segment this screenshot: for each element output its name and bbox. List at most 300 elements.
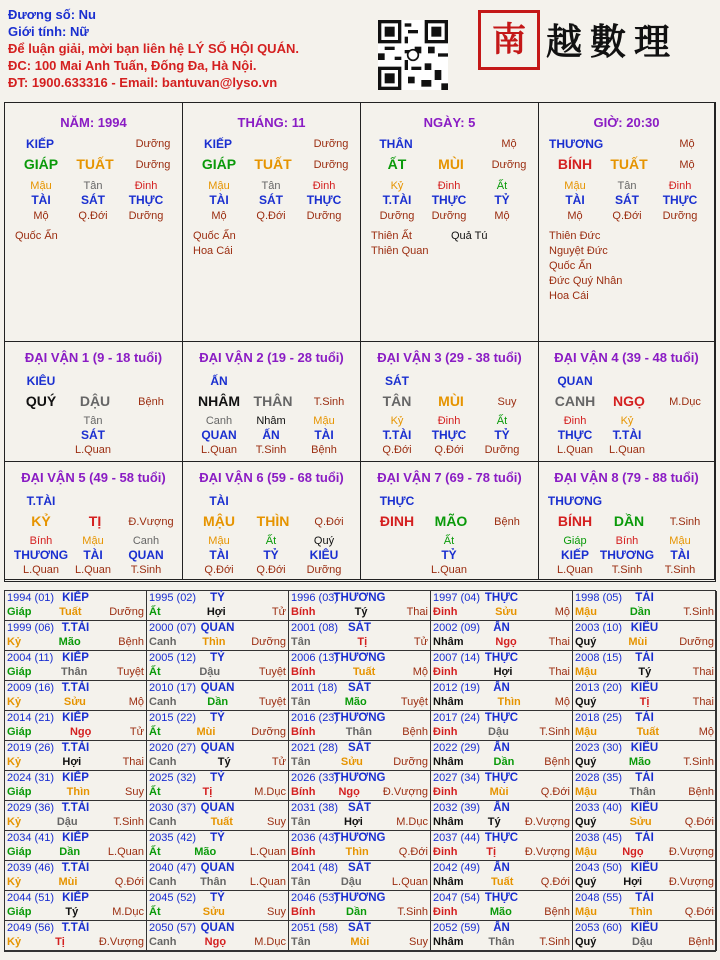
- year-cell: [5, 651, 147, 681]
- logo-seal: 南: [478, 10, 540, 70]
- year-stem: Canh: [149, 876, 177, 888]
- qr-code-icon: [378, 20, 448, 90]
- luck-ten-god: THỰC: [379, 494, 415, 508]
- year-ten-god: THỰC: [484, 652, 519, 664]
- year-cell: [573, 591, 717, 621]
- year-ten-god: T.TÀI: [61, 922, 90, 934]
- gender-label: Giới tính:: [8, 24, 67, 39]
- hidden-state: Dưỡng: [306, 210, 342, 222]
- year-stem: Đinh: [433, 846, 458, 858]
- logo-text: 越數理: [546, 21, 679, 63]
- year-cell: [289, 801, 431, 831]
- luck-hidden-stem: Kỷ: [390, 415, 404, 427]
- year-state: Mộ: [128, 696, 144, 708]
- year-branch: Dậu: [488, 726, 509, 738]
- year-branch: Tuất: [210, 816, 233, 828]
- year-cell: [431, 861, 573, 891]
- year-label: 2007 (14): [433, 652, 481, 664]
- year-branch: Thìn: [66, 786, 90, 798]
- year-state: Mộ: [412, 666, 428, 678]
- growth-state: Dưỡng: [313, 138, 349, 150]
- hidden-ten-god: TÀI: [565, 193, 585, 207]
- year-ten-god: T.TÀI: [61, 742, 90, 754]
- hidden-stem: Tân: [83, 180, 103, 192]
- year-state: Q.Đới: [114, 876, 144, 888]
- year-cell: [573, 861, 717, 891]
- luck-hidden-god: KIÊU: [309, 548, 339, 562]
- year-stem: Bính: [291, 666, 316, 678]
- luck-stem: MẬU: [203, 513, 235, 529]
- year-label: 2018 (25): [575, 712, 623, 724]
- luck-cell: [183, 462, 361, 580]
- year-stem: Mậu: [575, 786, 597, 798]
- spirit-star: Đức Quý Nhân: [549, 275, 623, 287]
- year-label: 2050 (57): [149, 922, 197, 934]
- year-state: M.Dục: [396, 816, 428, 828]
- year-branch: Mão: [489, 906, 512, 918]
- luck-cell: [539, 462, 715, 580]
- year-cell: [431, 831, 573, 861]
- year-cell: [5, 801, 147, 831]
- year-branch: Thân: [61, 666, 88, 678]
- year-ten-god: TÀI: [635, 592, 654, 604]
- year-stem: Nhâm: [433, 876, 464, 888]
- year-cell: [573, 801, 717, 831]
- hidden-state: Q.Đới: [78, 210, 108, 222]
- year-cell: [289, 741, 431, 771]
- hidden-state: Mộ: [33, 210, 49, 222]
- luck-branch: TỊ: [88, 513, 102, 529]
- luck-stem: TÂN: [382, 393, 412, 409]
- year-cell: [573, 921, 717, 951]
- year-state: Suy: [267, 906, 286, 918]
- year-ten-god: ẤN: [493, 622, 510, 634]
- luck-hidden-stem: Mậu: [313, 415, 335, 427]
- luck-hidden-state: Q.Đới: [256, 564, 286, 576]
- heavenly-stem: GIÁP: [23, 156, 59, 172]
- year-label: 1998 (05): [575, 592, 623, 604]
- year-stem: Đinh: [433, 786, 458, 798]
- luck-branch: MÃO: [434, 513, 468, 529]
- year-label: 2019 (26): [7, 742, 55, 754]
- luck-branch: NGỌ: [613, 393, 645, 409]
- year-label: 2014 (21): [7, 712, 55, 724]
- year-state: Suy: [125, 786, 144, 798]
- year-ten-god: KIÊU: [630, 682, 659, 694]
- hidden-stem: Đinh: [668, 180, 692, 192]
- pillar-title: GIỜ: 20:30: [593, 115, 660, 130]
- growth-state: Mộ: [679, 138, 695, 150]
- luck-hidden-stem: Tân: [83, 415, 103, 427]
- luck-hidden-state: T.Sinh: [611, 564, 643, 576]
- luck-hidden-stem: Quý: [313, 535, 335, 547]
- luck-ten-god: QUAN: [557, 374, 593, 388]
- hidden-ten-god: TÀI: [209, 193, 229, 207]
- year-state: Đ.Vượng: [382, 786, 428, 798]
- luck-branch: DẦN: [613, 513, 645, 529]
- year-branch: Thân: [488, 936, 515, 948]
- year-state: Tuyệt: [116, 666, 144, 678]
- luck-hidden-state: T.Sinh: [255, 444, 287, 456]
- year-label: 2032 (39): [433, 802, 481, 814]
- year-stem: Giáp: [7, 726, 32, 738]
- year-ten-god: T.TÀI: [61, 802, 90, 814]
- year-branch: Tý: [217, 756, 231, 768]
- year-label: 2028 (35): [575, 772, 623, 784]
- year-stem: Nhâm: [433, 756, 464, 768]
- year-stem: Ất: [149, 786, 161, 798]
- year-branch: Sửu: [63, 696, 86, 708]
- year-state: Tử: [271, 756, 286, 768]
- year-ten-god: SÁT: [348, 682, 371, 694]
- year-ten-god: THỰC: [484, 832, 519, 844]
- year-stem: Tân: [291, 876, 311, 888]
- luck-stem: ĐINH: [379, 513, 415, 529]
- year-label: 2034 (41): [7, 832, 55, 844]
- pillar-cell: [539, 103, 715, 342]
- year-stem: Canh: [149, 756, 177, 768]
- year-stem: Kỷ: [7, 636, 22, 648]
- luck-hidden-state: Dưỡng: [306, 564, 342, 576]
- luck-branch: THÂN: [253, 393, 293, 409]
- year-cell: [5, 771, 147, 801]
- year-branch: Hợi: [493, 666, 513, 678]
- luck-title: ĐẠI VẬN 3 (29 - 38 tuổi): [377, 350, 522, 365]
- year-stem: Quý: [575, 936, 597, 948]
- year-stem: Mậu: [575, 846, 597, 858]
- year-stem: Nhâm: [433, 936, 464, 948]
- year-label: 2041 (48): [291, 862, 339, 874]
- year-ten-god: KIẾP: [62, 592, 89, 604]
- year-state: Dưỡng: [251, 636, 286, 648]
- year-branch: Tý: [65, 906, 79, 918]
- spirit-star: Quốc Ấn: [193, 230, 236, 242]
- year-ten-god: TỶ: [210, 772, 225, 784]
- year-label: 2051 (58): [291, 922, 339, 934]
- year-branch: Mùi: [58, 876, 78, 888]
- luck-hidden-stem: Giáp: [563, 535, 587, 547]
- year-cell: [147, 861, 289, 891]
- hidden-state: Q.Đới: [612, 210, 642, 222]
- contact-line: Để luận giải, mời bạn liên hệ LÝ SỐ HỘI QUÁN.: [8, 41, 299, 56]
- year-label: 2012 (19): [433, 682, 481, 694]
- luck-ten-god: ẤN: [210, 374, 228, 388]
- year-ten-god: THƯƠNG: [333, 772, 386, 784]
- luck-branch: THÌN: [256, 513, 290, 529]
- year-state: Thai: [692, 666, 714, 678]
- year-branch: Thìn: [202, 636, 226, 648]
- year-ten-god: THƯƠNG: [333, 712, 386, 724]
- year-state: M.Dục: [254, 786, 286, 798]
- hidden-stem: Tân: [261, 180, 281, 192]
- year-state: Tuyệt: [258, 696, 286, 708]
- luck-title: ĐẠI VẬN 5 (49 - 58 tuổi): [21, 470, 166, 485]
- year-state: Bệnh: [688, 786, 714, 798]
- year-cell: [573, 741, 717, 771]
- year-cell: [289, 831, 431, 861]
- luck-ten-god: KIÊU: [26, 374, 56, 388]
- year-branch: Hợi: [343, 816, 363, 828]
- year-stem: Canh: [149, 636, 177, 648]
- year-cell: [573, 621, 717, 651]
- luck-title: ĐẠI VẬN 7 (69 - 78 tuổi): [377, 470, 522, 485]
- luck-hidden-stem: Canh: [205, 415, 233, 427]
- year-branch: Tý: [354, 606, 368, 618]
- owner-value: Nu: [78, 7, 97, 22]
- year-state: Suy: [267, 816, 286, 828]
- year-state: Dưỡng: [679, 636, 714, 648]
- hidden-state: Mộ: [567, 210, 583, 222]
- year-state: Bệnh: [544, 906, 570, 918]
- year-state: Mộ: [698, 726, 714, 738]
- luck-cell: [5, 342, 183, 462]
- year-label: 2024 (31): [7, 772, 55, 784]
- year-branch: Ngọ: [69, 726, 92, 738]
- hidden-state: Dưỡng: [128, 210, 164, 222]
- luck-hidden-god: TÀI: [83, 548, 103, 562]
- year-label: 2039 (46): [7, 862, 55, 874]
- hidden-ten-god: SÁT: [81, 193, 105, 207]
- year-state: Đ.Vượng: [524, 816, 570, 828]
- year-cell: [431, 621, 573, 651]
- hidden-ten-god: THỰC: [306, 193, 342, 207]
- year-branch: Hợi: [623, 876, 643, 888]
- year-state: Dưỡng: [393, 756, 428, 768]
- year-label: 2047 (54): [433, 892, 481, 904]
- luck-hidden-state: L.Quan: [74, 564, 112, 576]
- luck-hidden-god: THỰC: [431, 428, 467, 442]
- year-branch: Tuất: [490, 876, 514, 888]
- hidden-stem: Đinh: [134, 180, 158, 192]
- luck-state: Bệnh: [138, 396, 164, 408]
- year-branch: Mão: [628, 756, 651, 768]
- luck-hidden-god: TỶ: [441, 548, 457, 562]
- heavenly-stem: BÍNH: [557, 156, 593, 172]
- year-label: 1999 (06): [7, 622, 55, 634]
- year-label: 2044 (51): [7, 892, 55, 904]
- year-label: 2015 (22): [149, 712, 197, 724]
- year-ten-god: KIẾP: [62, 892, 89, 904]
- year-label: 2025 (32): [149, 772, 197, 784]
- year-cell: [289, 861, 431, 891]
- year-ten-god: QUAN: [200, 922, 235, 934]
- spirit-star: Quốc Ấn: [15, 230, 58, 242]
- earthly-branch: MÙI: [438, 156, 464, 172]
- year-ten-god: THỰC: [484, 712, 519, 724]
- year-stem: Canh: [149, 936, 177, 948]
- year-label: 1996 (03): [291, 592, 339, 604]
- year-label: 2026 (33): [291, 772, 339, 784]
- year-stem: Bính: [291, 786, 316, 798]
- year-label: 2016 (23): [291, 712, 339, 724]
- year-branch: Dần: [629, 606, 651, 618]
- year-branch: Sửu: [495, 606, 518, 618]
- year-label: 2013 (20): [575, 682, 623, 694]
- year-state: L.Quan: [107, 846, 144, 858]
- year-branch: Mão: [58, 636, 81, 648]
- year-ten-god: KIÊU: [630, 622, 659, 634]
- luck-hidden-stem: Kỷ: [620, 415, 634, 427]
- year-state: L.Quan: [249, 876, 286, 888]
- branch-state: Dưỡng: [313, 159, 349, 171]
- year-cell: [5, 861, 147, 891]
- year-cell: [431, 891, 573, 921]
- year-stem: Kỷ: [7, 696, 22, 708]
- year-cell: [147, 891, 289, 921]
- year-ten-god: QUAN: [200, 742, 235, 754]
- year-branch: Dậu: [340, 876, 362, 888]
- luck-hidden-stem: Đinh: [563, 415, 587, 427]
- year-label: 2023 (30): [575, 742, 623, 754]
- year-label: 1997 (04): [433, 592, 481, 604]
- year-state: Mộ: [554, 606, 570, 618]
- year-state: T.Sinh: [113, 816, 144, 828]
- luck-hidden-state: Q.Đới: [204, 564, 234, 576]
- year-stem: Ất: [149, 666, 161, 678]
- luck-hidden-stem: Nhâm: [256, 415, 286, 427]
- luck-title: ĐẠI VẬN 4 (39 - 48 tuổi): [554, 350, 699, 365]
- year-cell: [431, 801, 573, 831]
- year-cell: [289, 681, 431, 711]
- year-ten-god: TÀI: [635, 652, 654, 664]
- year-stem: Giáp: [7, 786, 32, 798]
- year-label: 2030 (37): [149, 802, 197, 814]
- year-cell: [5, 621, 147, 651]
- year-ten-god: TÀI: [635, 772, 654, 784]
- luck-hidden-god: THƯƠNG: [13, 548, 69, 562]
- luck-title: ĐẠI VẬN 6 (59 - 68 tuổi): [199, 470, 344, 485]
- year-state: Tử: [413, 636, 428, 648]
- luck-state: T.Sinh: [669, 516, 701, 528]
- year-state: Đ.Vượng: [524, 846, 570, 858]
- spirit-star: Thiên Ất: [371, 230, 412, 242]
- year-state: Thai: [548, 636, 570, 648]
- spirit-star: Quả Tú: [451, 230, 488, 242]
- luck-hidden-stem: Bính: [29, 535, 53, 547]
- year-stem: Quý: [575, 756, 597, 768]
- year-cell: [147, 681, 289, 711]
- year-cell: [289, 711, 431, 741]
- luck-hidden-state: Bệnh: [311, 444, 337, 456]
- year-branch: Thân: [200, 876, 227, 888]
- year-label: 2017 (24): [433, 712, 481, 724]
- year-state: Bệnh: [402, 726, 428, 738]
- luck-hidden-stem: Mậu: [669, 535, 691, 547]
- luck-hidden-stem: Ất: [496, 415, 508, 427]
- year-stem: Đinh: [433, 666, 458, 678]
- year-label: 2040 (47): [149, 862, 197, 874]
- year-branch: Ngọ: [622, 846, 644, 858]
- year-ten-god: QUAN: [200, 862, 235, 874]
- year-state: T.Sinh: [683, 756, 714, 768]
- year-state: Tử: [271, 606, 286, 618]
- year-cell: [289, 591, 431, 621]
- year-stem: Nhâm: [433, 816, 464, 828]
- luck-stem: CANH: [554, 393, 596, 409]
- hidden-ten-god: TỶ: [494, 193, 510, 207]
- year-ten-god: THỰC: [484, 772, 519, 784]
- earthly-branch: TUẤT: [610, 156, 648, 172]
- year-state: Suy: [409, 936, 428, 948]
- year-cell: [431, 651, 573, 681]
- hidden-stem: Mậu: [564, 180, 586, 192]
- year-ten-god: ẤN: [493, 742, 510, 754]
- earthly-branch: TUẤT: [76, 156, 114, 172]
- year-ten-god: TỶ: [210, 592, 225, 604]
- yearly-luck-grid: [4, 590, 716, 952]
- year-ten-god: TỶ: [210, 652, 225, 664]
- ten-god-stem: KIẾP: [203, 137, 232, 151]
- year-cell: [289, 921, 431, 951]
- pillar-title: NGÀY: 5: [423, 115, 476, 130]
- year-state: Thai: [548, 666, 570, 678]
- year-label: 2002 (09): [433, 622, 481, 634]
- year-stem: Canh: [149, 816, 177, 828]
- luck-stem: NHÂM: [198, 393, 240, 409]
- year-stem: Tân: [291, 696, 311, 708]
- luck-hidden-state: Q.Đới: [434, 444, 464, 456]
- luck-hidden-stem: Canh: [132, 535, 160, 547]
- year-stem: Quý: [575, 696, 597, 708]
- hidden-stem: Đinh: [437, 180, 461, 192]
- year-state: Thai: [122, 756, 144, 768]
- year-stem: Mậu: [575, 906, 597, 918]
- year-ten-god: THƯƠNG: [333, 832, 386, 844]
- year-state: Bệnh: [544, 756, 570, 768]
- year-label: 2046 (53): [291, 892, 339, 904]
- luck-hidden-stem: Đinh: [437, 415, 461, 427]
- year-state: Q.Đới: [398, 846, 428, 858]
- year-stem: Tân: [291, 636, 311, 648]
- year-state: T.Sinh: [683, 606, 714, 618]
- year-cell: [573, 651, 717, 681]
- year-branch: Sửu: [202, 906, 225, 918]
- year-cell: [147, 771, 289, 801]
- year-ten-god: TỶ: [210, 712, 225, 724]
- luck-title: ĐẠI VẬN 8 (79 - 88 tuổi): [554, 470, 699, 485]
- year-cell: [573, 891, 717, 921]
- luck-state: T.Sinh: [313, 396, 345, 408]
- year-label: 2004 (11): [7, 652, 54, 664]
- luck-ten-god: TÀI: [209, 494, 229, 508]
- year-stem: Đinh: [433, 606, 458, 618]
- year-cell: [147, 591, 289, 621]
- year-cell: [147, 831, 289, 861]
- year-ten-god: TÀI: [635, 832, 654, 844]
- hidden-stem: Tân: [617, 180, 637, 192]
- year-branch: Thìn: [345, 846, 369, 858]
- year-cell: [431, 711, 573, 741]
- year-cell: [431, 681, 573, 711]
- ten-god-stem: THÂN: [379, 137, 413, 151]
- luck-cell: [5, 462, 183, 580]
- year-state: Q.Đới: [684, 816, 714, 828]
- year-branch: Dậu: [56, 816, 78, 828]
- year-branch: Dần: [207, 696, 229, 708]
- year-cell: [289, 651, 431, 681]
- luck-hidden-god: THỰC: [557, 428, 593, 442]
- year-label: 2022 (29): [433, 742, 481, 754]
- year-stem: Kỷ: [7, 756, 22, 768]
- luck-hidden-god: TÀI: [209, 548, 229, 562]
- year-state: Mộ: [554, 696, 570, 708]
- year-label: 2042 (49): [433, 862, 481, 874]
- year-label: 2049 (56): [7, 922, 55, 934]
- year-label: 2009 (16): [7, 682, 55, 694]
- year-cell: [431, 771, 573, 801]
- year-branch: Tị: [639, 696, 650, 708]
- year-cell: [5, 591, 147, 621]
